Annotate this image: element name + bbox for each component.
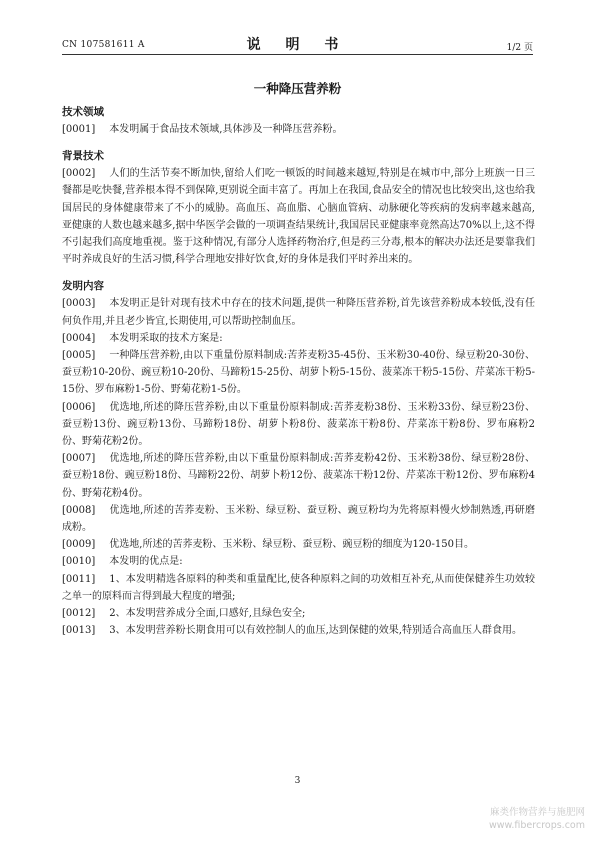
section-heading: 发明内容	[62, 280, 104, 293]
paragraph	[62, 536, 535, 553]
watermark-line-1: 麻类作物营养与施肥网	[489, 807, 585, 818]
paragraph	[62, 295, 535, 329]
section	[62, 148, 535, 268]
paragraph-text: 人们的生活节奏不断加快,留给人们吃一顿饭的时间越来越短,特别是在城市中,部分上班族一日三餐都是吃快餐,营养根本得不到保障,更别说全面丰富了。再加上在我国,食品安全的情况也比较突出,这也给我国居民的身体健康带来了不小的威胁。高血压、高血脂、心脑血管病、动脉硬化等疾病的发病率越来越高,亚健康的人数也越来越多,据中华医学会做的一项调查结果统计,我国居民亚健康率竟然高达70%以上,这不得不引起我们高度地重视。鉴于这种情况,有部分人选择药物治疗,但是药三分毒,根本的解决办法还是要靠我们平时养成良好的生活习惯,科学合理地安排好饮食,好的身体是我们平时养出来的。	[62, 168, 535, 266]
page-number: 3	[294, 776, 301, 786]
paragraph-number: [0005]	[62, 350, 96, 362]
paragraph-number: [0007]	[62, 453, 96, 465]
paragraph	[62, 450, 535, 502]
paragraph	[62, 165, 535, 268]
paragraph-text: 优选地,所述的苦荞麦粉、玉米粉、绿豆粉、蚕豆粉、豌豆粉均为先将原料慢火炒制熟透,再研磨成粉。	[62, 504, 535, 534]
paragraph-number: [0008]	[62, 504, 96, 516]
paragraph-number: [0010]	[62, 556, 96, 568]
paragraph	[62, 330, 535, 347]
paragraph-text: 优选地,所述的降压营养粉,由以下重量份原料制成:苦荞麦粉42份、玉米粉38份、绿豆粉28份、蚕豆粉18份、豌豆粉18份、马蹄粉22份、胡萝卜粉12份、菠菜冻干粉12份、芹菜冻干粉12份、罗布麻粉4份、野菊花粉4份。	[62, 453, 535, 499]
paragraph-text: 3、本发明营养粉长期食用可以有效控制人的血压,达到保健的效果,特别适合高血压人群食用。	[109, 625, 522, 637]
paragraph	[62, 121, 535, 138]
document-title: 一种降压营养粉	[253, 81, 342, 96]
paragraph-number: [0013]	[62, 625, 96, 637]
paragraph-text: 本发明正是针对现有技术中存在的技术问题,提供一种降压营养粉,首先该营养粉成本较低,没有任何负作用,并且老少皆宜,长期使用,可以帮助控制血压。	[62, 298, 535, 327]
paragraph-text: 本发明的优点是:	[109, 556, 183, 568]
document-body	[62, 104, 535, 639]
patent-number: CN 107581611 A	[62, 40, 145, 50]
paragraph	[62, 347, 535, 399]
paragraph-number: [0011]	[62, 573, 96, 585]
paragraph-text: 1、本发明精选各原料的种类和重量配比,使各种原料之间的功效相互补充,从而使保健养生功效较之单一的原料而言得到最大程度的增强;	[62, 573, 535, 602]
paragraph-text: 本发明采取的技术方案是:	[109, 332, 223, 344]
document-type: 说 明 书	[246, 37, 349, 53]
paragraph	[62, 622, 535, 639]
paragraph	[62, 399, 535, 451]
paragraph-number: [0002]	[62, 168, 96, 180]
paragraph-text: 优选地,所述的降压营养粉,由以下重量份原料制成:苦荞麦粉38份、玉米粉33份、绿豆粉23份、蚕豆粉13份、豌豆粉13份、马蹄粉18份、胡萝卜粉8份、菠菜冻干粉8份、芹菜冻干粉8份、罗布麻粉2份、野菊花粉2份。	[62, 401, 535, 448]
section-heading: 技术领域	[62, 106, 104, 118]
paragraph-number: [0004]	[62, 332, 96, 344]
paragraph-text: 2、本发明营养成分全面,口感好,且绿色安全;	[109, 608, 306, 620]
paragraph-number: [0001]	[62, 124, 96, 135]
section	[62, 104, 535, 138]
paragraph-number: [0009]	[62, 539, 96, 551]
page-header	[62, 30, 533, 55]
paragraph	[62, 502, 535, 536]
paragraph-number: [0003]	[62, 298, 96, 310]
watermark	[489, 806, 585, 832]
paragraph	[62, 571, 535, 605]
section-heading: 背景技术	[62, 150, 104, 163]
watermark-line-2: www.fibercrops.com	[488, 820, 585, 831]
paragraph-text: 一种降压营养粉,由以下重量份原料制成:苦荞麦粉35-45份、玉米粉30-40份、绿豆粉20-30份、蚕豆粉10-20份、豌豆粉10-20份、马蹄粉15-25份、胡萝卜粉5-15份、菠菜冻干粉5-15份、芹菜冻干粉5-15份、罗布麻粉1-5份、野菊花粉1-5份。	[62, 350, 535, 396]
section	[62, 278, 535, 639]
paragraph	[62, 605, 535, 622]
paragraph-text: 本发明属于食品技术领域,具体涉及一种降压营养粉。	[109, 124, 343, 135]
paragraph-number: [0006]	[62, 401, 96, 413]
paragraph-number: [0012]	[62, 608, 96, 620]
page-info: 1/2 页	[506, 43, 533, 53]
paragraph	[62, 553, 535, 570]
paragraph-text: 优选地,所述的苦荞麦粉、玉米粉、绿豆粉、蚕豆粉、豌豆粉的细度为120-150目。	[109, 539, 474, 551]
